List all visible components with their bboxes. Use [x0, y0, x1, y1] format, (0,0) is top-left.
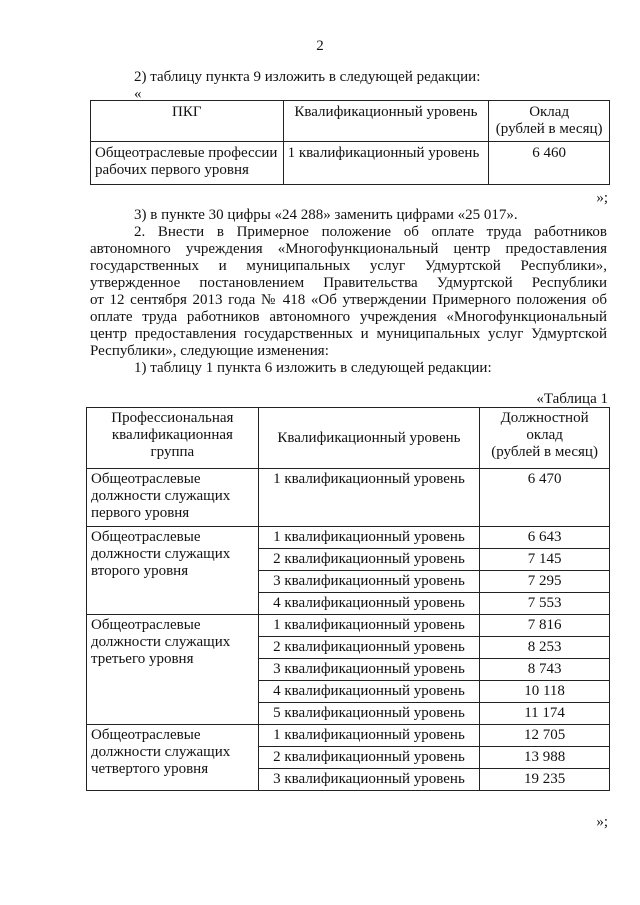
table1-close-quote: »;	[596, 190, 608, 206]
header-level: Квалификационный уровень	[283, 101, 489, 142]
header-group-line1: Профессиональная	[111, 410, 234, 426]
table2-close-quote: »;	[596, 814, 608, 830]
table-row	[87, 527, 610, 549]
level-cell: 4 квалификационный уровень	[258, 593, 479, 615]
salary-cell: 8 743	[480, 659, 610, 681]
salary-cell: 11 174	[480, 703, 610, 725]
group-name-line: первого уровня	[91, 505, 190, 521]
salary-cell: 7 295	[480, 571, 610, 593]
paragraph-line: 2. Внести в Примерное положение об оплате труда работников	[134, 224, 607, 240]
subitem1: 1) таблицу 1 пункта 6 изложить в следующей редакции:	[134, 360, 492, 376]
header-salary-line1: Должностной	[500, 410, 589, 426]
group-name-line: Общеотраслевые	[91, 727, 201, 743]
header-salary-line3: (рублей в месяц)	[491, 444, 598, 460]
table-row	[87, 725, 610, 747]
header-group-line2: квалификационная	[111, 427, 233, 443]
salary-cell: 6 460	[489, 142, 610, 185]
header-salary-line2: оклад	[526, 427, 563, 443]
level-cell: 3 квалификационный уровень	[258, 571, 479, 593]
paragraph-line: от 12 сентября 2013 года № 418 «Об утверждении Примерного положения об	[90, 292, 607, 308]
level-cell: 2 квалификационный уровень	[258, 549, 479, 571]
table-row	[87, 615, 610, 637]
level-cell: 1 квалификационный уровень	[258, 527, 479, 549]
level-cell: 1 квалификационный уровень	[258, 469, 479, 527]
group-name-line: должности служащих	[91, 744, 231, 760]
salary-cell: 6 470	[480, 469, 610, 527]
group-name-line: Общеотраслевые	[91, 471, 201, 487]
group-name-line: третьего уровня	[91, 651, 194, 667]
table-header-row	[91, 101, 610, 142]
level-cell: 5 квалификационный уровень	[258, 703, 479, 725]
header-salary-line2: (рублей в месяц)	[495, 121, 603, 137]
table-header-row	[87, 408, 610, 469]
paragraph-line: оплате труда работников автономного учреждения «Многофункциональный	[90, 309, 607, 325]
open-quote: «	[134, 86, 142, 102]
group-cell	[91, 142, 284, 185]
group-name-line: Общеотраслевые	[91, 617, 201, 633]
item3: 3) в пункте 30 цифры «24 288» заменить цифрами «25 017».	[134, 207, 518, 223]
group-name-line: второго уровня	[91, 563, 189, 579]
group-name-line: Общеотраслевые	[91, 529, 201, 545]
group-line2: рабочих первого уровня	[95, 162, 249, 178]
salary-cell: 12 705	[480, 725, 610, 747]
item2-intro: 2) таблицу пункта 9 изложить в следующей редакции:	[134, 69, 481, 85]
salary-cell: 8 253	[480, 637, 610, 659]
group-name-line: должности служащих	[91, 546, 231, 562]
paragraph-line-last: Республики», следующие изменения:	[90, 343, 329, 359]
salary-cell: 7 816	[480, 615, 610, 637]
level-cell: 2 квалификационный уровень	[258, 637, 479, 659]
table-row	[91, 142, 610, 185]
group-name-line: должности служащих	[91, 488, 231, 504]
table-1-salaries	[86, 407, 610, 791]
level-cell: 1 квалификационный уровень	[258, 725, 479, 747]
paragraph-line: автономного учреждения «Многофункциональный центр предоставления	[90, 241, 607, 257]
level-cell: 4 квалификационный уровень	[258, 681, 479, 703]
level-cell: 2 квалификационный уровень	[258, 747, 479, 769]
group-cell	[87, 527, 259, 615]
group-line1: Общеотраслевые профессии	[95, 145, 278, 161]
group-name-line: четвертого уровня	[91, 761, 209, 777]
header-salary-line1: Оклад	[529, 104, 570, 120]
header-salary	[489, 101, 610, 142]
header-salary	[480, 408, 610, 469]
header-pkg: ПКГ	[91, 101, 284, 142]
group-cell	[87, 615, 259, 725]
table-pkg-9	[90, 100, 610, 185]
salary-cell: 6 643	[480, 527, 610, 549]
header-group	[87, 408, 259, 469]
paragraph-line: утвержденное постановлением Правительства Удмуртской Республики	[90, 275, 607, 291]
salary-cell: 7 553	[480, 593, 610, 615]
group-cell	[87, 469, 259, 527]
salary-cell: 10 118	[480, 681, 610, 703]
table-row	[87, 469, 610, 527]
level-cell: 3 квалификационный уровень	[258, 769, 479, 791]
group-name-line: должности служащих	[91, 634, 231, 650]
table2-caption: «Таблица 1	[536, 391, 608, 407]
paragraph-line: государственных и муниципальных услуг Удмуртской Республики»,	[90, 258, 607, 274]
header-level: Квалификационный уровень	[258, 408, 479, 469]
paragraph-line: центр предоставления государственных и муниципальных услуг Удмуртской	[90, 326, 607, 342]
salary-cell: 19 235	[480, 769, 610, 791]
salary-cell: 13 988	[480, 747, 610, 769]
level-cell: 1 квалификационный уровень	[258, 615, 479, 637]
level-cell: 3 квалификационный уровень	[258, 659, 479, 681]
salary-cell: 7 145	[480, 549, 610, 571]
group-cell	[87, 725, 259, 791]
page-number: 2	[316, 38, 324, 54]
level-cell: 1 квалификационный уровень	[283, 142, 489, 185]
header-group-line3: группа	[150, 444, 195, 460]
